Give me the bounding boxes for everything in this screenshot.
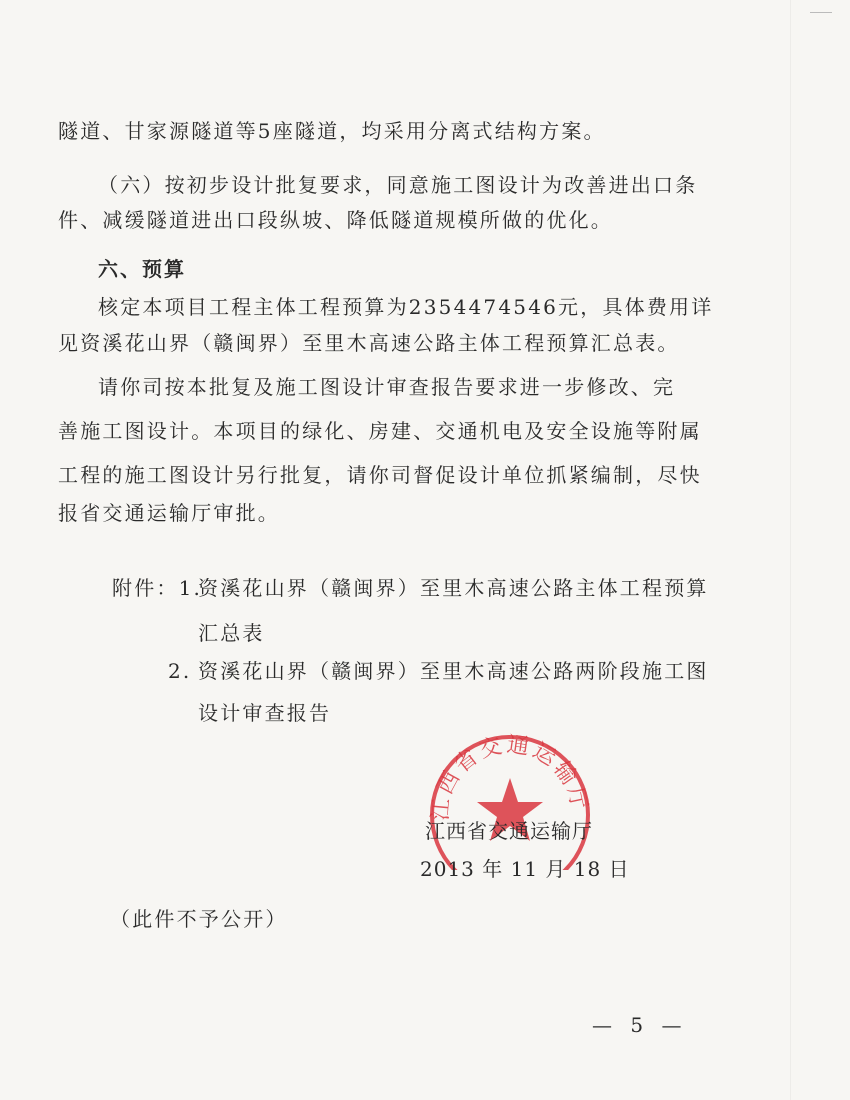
body-line: 善施工图设计。本项目的绿化、房建、交通机电及安全设施等附属 (58, 419, 702, 443)
attachments-label: 附件：1. (112, 576, 203, 600)
seal-text: 江西省交通运输厅 (428, 732, 592, 822)
body-line: 件、减缓隧道进出口段纵坡、降低隧道规模所做的优化。 (58, 208, 613, 232)
attachment-item-2-number: 2. (168, 659, 192, 683)
issuer-name: 江西省交通运输厅 (425, 819, 593, 843)
page-number: — 5 — (592, 1013, 688, 1037)
body-line: （六）按初步设计批复要求，同意施工图设计为改善进出口条 (98, 173, 698, 197)
body-line: 隧道、甘家源隧道等5座隧道，均采用分离式结构方案。 (58, 119, 606, 143)
attachment-item-2: 资溪花山界（赣闽界）至里木高速公路两阶段施工图 (198, 659, 709, 683)
body-line: 请你司按本批复及施工图设计审查报告要求进一步修改、完 (98, 375, 676, 399)
attachment-item-2-cont: 设计审查报告 (198, 701, 332, 725)
corner-mark (810, 12, 832, 13)
attachment-item-1-cont: 汇总表 (198, 621, 265, 645)
issue-date: 2013 年 11 月 18 日 (420, 857, 630, 881)
body-line: 见资溪花山界（赣闽界）至里木高速公路主体工程预算汇总表。 (58, 331, 680, 355)
body-line: 核定本项目工程主体工程预算为2354474546元，具体费用详 (98, 295, 714, 319)
section-heading-budget: 六、预算 (98, 257, 186, 281)
confidential-note: （此件不予公开） (110, 907, 288, 931)
scan-edge (790, 0, 791, 1100)
body-line: 工程的施工图设计另行批复，请你司督促设计单位抓紧编制，尽快 (58, 463, 702, 487)
body-line: 报省交通运输厅审批。 (58, 501, 280, 525)
attachment-item-1: 资溪花山界（赣闽界）至里木高速公路主体工程预算 (198, 576, 709, 600)
official-seal (420, 720, 598, 870)
